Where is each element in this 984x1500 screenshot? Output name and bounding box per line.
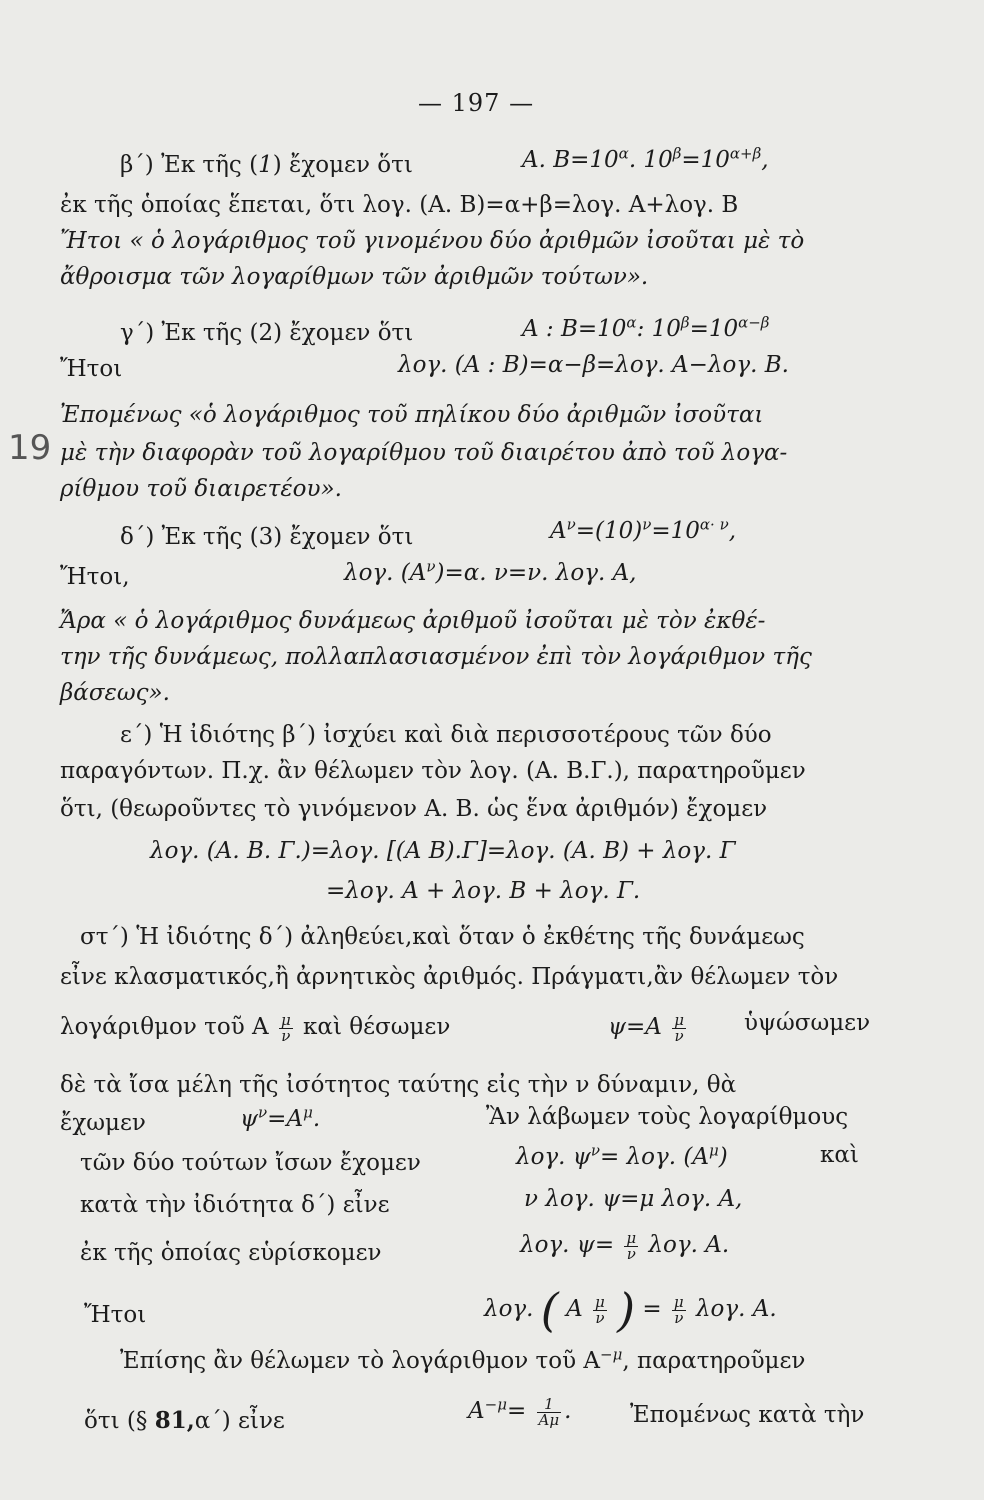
- text-line: Ἤτοι: [60, 356, 123, 382]
- numerator: μ: [674, 1010, 684, 1029]
- formula-part: =(10): [575, 518, 643, 544]
- formula-part: =A: [267, 1106, 304, 1132]
- exponent: −μ: [600, 1345, 623, 1364]
- exponent: μ: [708, 1141, 719, 1160]
- denominator: ν: [674, 1026, 684, 1045]
- fraction-exponent: [672, 1010, 686, 1045]
- formula-part: =10: [651, 518, 700, 544]
- formula-part: .: [564, 1398, 572, 1424]
- text-line: ὅτι, (θεωροῦντες τὸ γινόμενον A. B. ὡς ἕνα ἀριθμόν) ἔχομεν: [60, 796, 768, 822]
- exponent: −μ: [484, 1395, 507, 1414]
- text-line: Ἄρα « ὁ λογάριθμος δυνάμεως ἀριθμοῦ ἰσοῦται μὲ τὸν ἐκθέ-: [60, 608, 766, 634]
- close-paren: ): [617, 1283, 636, 1337]
- fraction: [537, 1394, 562, 1429]
- text-line: δ΄) Ἐκ τῆς (3) ἔχομεν ὅτι: [120, 524, 414, 550]
- formula-part: .: [312, 1106, 321, 1132]
- text-line: ἐκ τῆς ὁποίας εὑρίσκομεν: [80, 1240, 382, 1266]
- exponent: α+β: [729, 144, 762, 163]
- text-segment: α΄) εἶνε: [194, 1408, 285, 1434]
- formula-part: A : B=10: [522, 316, 627, 342]
- text-line: δὲ τὰ ἴσα μέλη τῆς ἰσότητος ταύτης εἰς τὴν ν δύναμιν, θὰ: [60, 1072, 737, 1098]
- formula: λογ. (A. B. Γ.)=λογ. [(A B).Γ]=λογ. (A. B) + λογ. Γ: [150, 838, 736, 864]
- text-line: [120, 150, 413, 180]
- formula: [484, 1283, 777, 1337]
- fraction: [624, 1228, 638, 1263]
- numerator: μ: [673, 1292, 684, 1311]
- text-line: ε΄) Ἡ ἰδιότης β΄) ἰσχύει καὶ διὰ περισσοτέρους τῶν δύο: [120, 722, 772, 748]
- text-line: εἶνε κλασματικός,ἢ ἀρνητικὸς ἀριθμός. Πράγματι,ἂν θέλωμεν τὸν: [60, 964, 839, 990]
- text-segment: ὅτι (§: [84, 1408, 148, 1434]
- text-line: τῶν δύο τούτων ἴσων ἔχομεν: [80, 1150, 421, 1176]
- text-line: ἐκ τῆς ὁποίας ἕπεται, ὅτι λογ. (A. B)=α+β=λογ. A+λογ. B: [60, 192, 739, 218]
- text-line: [120, 1346, 805, 1376]
- text-line: καὶ: [820, 1142, 859, 1168]
- formula-part: ψ=A: [608, 1014, 662, 1040]
- exponent: α−β: [738, 313, 770, 332]
- formula-part: λογ. ψ: [516, 1144, 591, 1170]
- formula-part: = λογ. (A: [599, 1144, 709, 1170]
- denominator: Aμ: [538, 1410, 560, 1429]
- formula: [516, 1142, 728, 1172]
- text-line: Ἤτοι,: [60, 564, 130, 590]
- formula-part: . 10: [628, 147, 673, 173]
- text-line: παραγόντων. Π.χ. ἂν θέλωμεν τὸν λογ. (A. B.Γ.), παρατηροῦμεν: [60, 758, 806, 784]
- text-segment: λογάριθμον τοῦ A: [60, 1014, 269, 1040]
- text-segment: 1: [258, 152, 273, 178]
- exponent: α: [618, 144, 629, 163]
- formula: [522, 314, 769, 344]
- text-segment: β΄) Ἐκ τῆς (: [120, 152, 259, 178]
- denominator: ν: [281, 1026, 291, 1045]
- formula-part: A: [566, 1296, 583, 1322]
- formula-part: ,: [728, 518, 737, 544]
- formula-part: A: [550, 518, 567, 544]
- formula-part: =10: [681, 147, 730, 173]
- text-line: ὑψώσωμεν: [744, 1010, 871, 1036]
- denominator: ν: [626, 1244, 636, 1263]
- denominator: ν: [674, 1308, 684, 1327]
- exponent: α· ν: [699, 515, 729, 534]
- formula-part: : 10: [636, 316, 681, 342]
- exponent: β: [680, 313, 690, 332]
- text-line: Ἤτοι: [84, 1302, 147, 1328]
- text-segment: καὶ θέσωμεν: [303, 1014, 451, 1040]
- text-line: Ἤτοι « ὁ λογάριθμος τοῦ γινομένου δύο ἀριθμῶν ἰσοῦται μὲ τὸ: [60, 228, 805, 254]
- formula-part: ): [718, 1144, 728, 1170]
- text-line: ρίθμου τοῦ διαιρετέου».: [60, 476, 342, 502]
- text-line: μὲ τὴν διαφορὰν τοῦ λογαρίθμου τοῦ διαιρέτου ἀπὸ τοῦ λογα-: [60, 440, 788, 466]
- exponent: ν: [642, 515, 652, 534]
- text-line: Ἐπομένως «ὁ λογάριθμος τοῦ πηλίκου δύο ἀριθμῶν ἰσοῦται: [60, 402, 764, 428]
- formula: [608, 1012, 689, 1044]
- exponent: β: [672, 144, 682, 163]
- fraction-exponent: [593, 1292, 607, 1327]
- exponent: α: [626, 313, 637, 332]
- fraction-exponent: [279, 1010, 293, 1045]
- text-line: Ἐπομένως κατὰ τὴν: [630, 1402, 865, 1428]
- text-segment: , παρατηροῦμεν: [622, 1348, 806, 1374]
- formula: [520, 1230, 729, 1262]
- formula: [344, 558, 637, 588]
- formula: ν λογ. ψ=μ λογ. A,: [524, 1186, 743, 1212]
- exponent: ν: [426, 557, 436, 576]
- formula-part: λογ. A.: [648, 1232, 730, 1258]
- formula: λογ. (A : B)=α−β=λογ. A−λογ. B.: [398, 352, 789, 378]
- numerator: 1: [537, 1397, 562, 1413]
- numerator: μ: [280, 1010, 291, 1029]
- text-line: ἔχωμεν: [60, 1110, 146, 1136]
- formula-part: =: [642, 1296, 662, 1322]
- open-paren: (: [540, 1283, 559, 1337]
- text-segment: Ἐπίσης ἂν θέλωμεν τὸ λογάριθμον τοῦ A: [120, 1348, 601, 1374]
- numerator: μ: [595, 1292, 605, 1311]
- formula-part: λογ. A.: [695, 1296, 777, 1322]
- formula: [468, 1396, 571, 1428]
- formula: [240, 1104, 320, 1134]
- text-line: [84, 1406, 285, 1436]
- text-line: την τῆς δυνάμεως, πολλαπλασιασμένον ἐπὶ τὸν λογάριθμον τῆς: [60, 644, 812, 670]
- formula-part: λογ.: [484, 1296, 534, 1322]
- exponent: ν: [590, 1141, 600, 1160]
- text-segment: ) ἔχομεν ὅτι: [272, 152, 413, 178]
- formula: [522, 145, 769, 175]
- numerator: μ: [626, 1228, 637, 1247]
- text-line: γ΄) Ἐκ τῆς (2) ἔχομεν ὅτι: [120, 320, 414, 346]
- text-line: βάσεως».: [60, 680, 170, 706]
- formula: =λογ. A + λογ. B + λογ. Γ.: [326, 878, 641, 904]
- text-line: [60, 1012, 450, 1044]
- formula-part: ψ: [240, 1106, 259, 1132]
- formula-part: λογ. (A: [344, 560, 427, 586]
- margin-annotation: 19: [8, 428, 52, 468]
- text-line: κατὰ τὴν ἰδιότητα δ΄) εἶνε: [80, 1192, 390, 1218]
- formula-part: A: [468, 1398, 485, 1424]
- formula-part: )=α. ν=ν. λογ. A,: [435, 560, 637, 586]
- exponent: ν: [258, 1103, 268, 1122]
- formula-part: =: [506, 1398, 527, 1424]
- fraction: [672, 1292, 686, 1327]
- formula-part: =10: [689, 316, 739, 342]
- page-number: — 197 —: [418, 89, 535, 117]
- section-number: 81,: [154, 1407, 195, 1434]
- formula-part: ,: [761, 147, 769, 173]
- exponent: μ: [303, 1103, 313, 1122]
- formula-part: A. B=10: [522, 147, 619, 173]
- formula: [550, 516, 736, 546]
- text-line: στ΄) Ἡ ἰδιότης δ΄) ἀληθεύει,καὶ ὅταν ὁ ἐκθέτης τῆς δυνάμεως: [80, 924, 805, 950]
- exponent: ν: [566, 515, 576, 534]
- formula-part: λογ. ψ=: [520, 1232, 615, 1258]
- denominator: ν: [595, 1308, 605, 1327]
- text-line: ἄθροισμα τῶν λογαρίθμων τῶν ἀριθμῶν τούτων».: [60, 264, 649, 290]
- text-line: Ἂν λάβωμεν τοὺς λογαρίθμους: [486, 1104, 849, 1130]
